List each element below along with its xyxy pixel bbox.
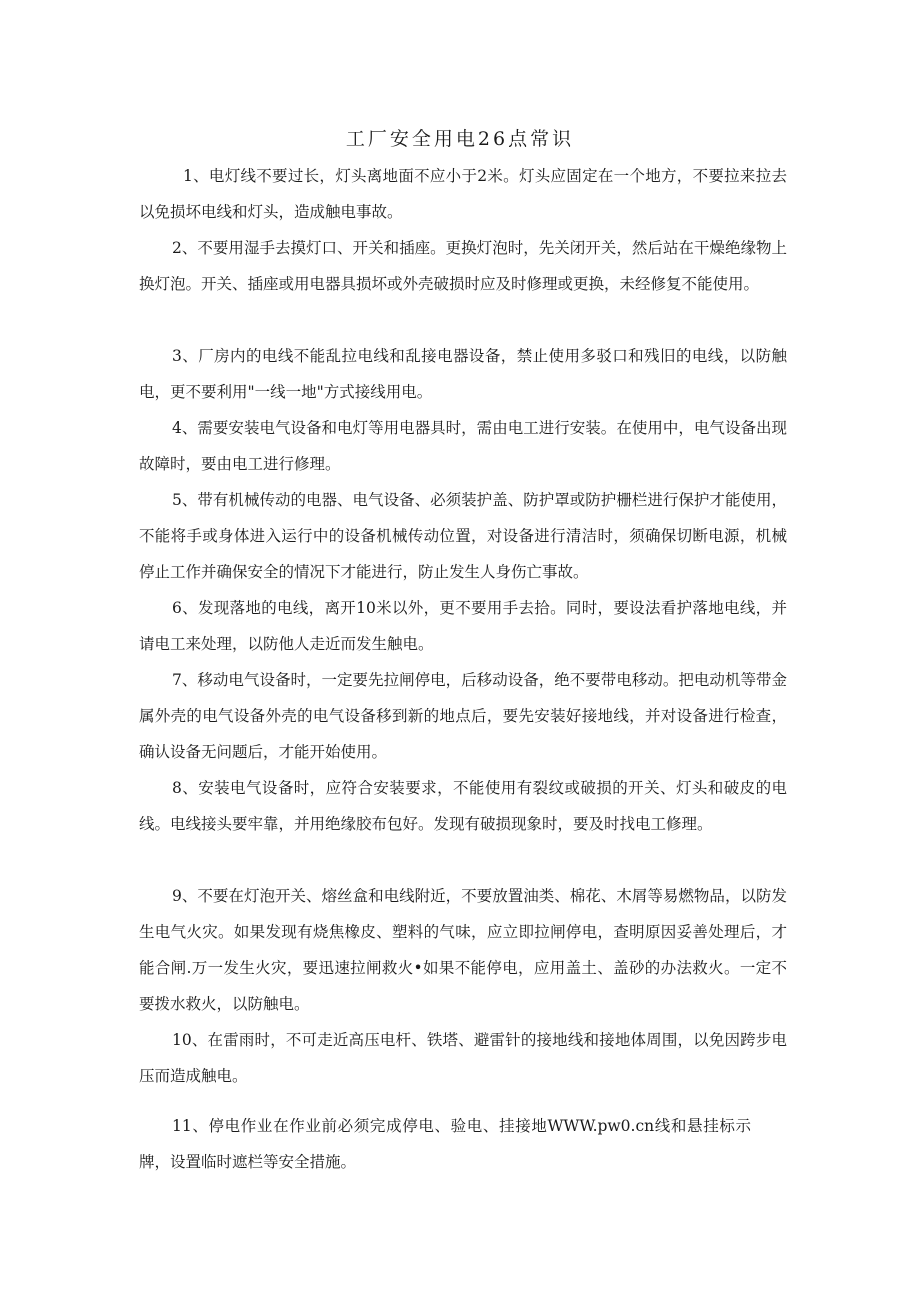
paragraph-1: 1、电灯线不要过长，灯头离地面不应小于2米。灯头应固定在一个地方，不要拉来拉去以免损坏电线和灯头，造成触电事故。 [139, 167, 787, 221]
document-title: 工厂安全用电26点常识 [345, 128, 575, 150]
paragraph-9: 9、不要在灯泡开关、熔丝盒和电线附近，不要放置油类、棉花、木屑等易燃物品，以防发生电气火灾。如果发现有烧焦橡皮、塑料的气味，应立即拉闸停电，查明原因妥善处理后，才能合闸.万一发生火灾，要迅速拉闸救火•如果不能停电，应用盖土、盖砂的办法救火。一定不要拨水救火，以防触电。 [139, 887, 787, 1013]
paragraph-8: 8、安装电气设备时，应符合安装要求，不能使用有裂纹或破损的开关、灯头和破皮的电线。电线接头要牢靠，并用绝缘胶布包好。发现有破损现象时，要及时找电工修理。 [139, 779, 787, 833]
paragraph-2: 2、不要用湿手去摸灯口、开关和插座。更换灯泡时，先关闭开关，然后站在干燥绝缘物上换灯泡。开关、插座或用电器具损坏或外壳破损时应及时修理或更换，未经修复不能使用。 [139, 239, 787, 293]
paragraph-3: 3、厂房内的电线不能乱拉电线和乱接电器设备，禁止使用多驳口和残旧的电线，以防触电，更不要利用"一线一地"方式接线用电。 [139, 347, 787, 401]
paragraph-11: 11、停电作业在作业前必须完成停电、验电、挂接地WWW.pw0.cn线和悬挂标示牌，设置临时遮栏等安全措施。 [139, 1117, 751, 1171]
paragraph-5: 5、带有机械传动的电器、电气设备、必须装护盖、防护罩或防护栅栏进行保护才能使用，不能将手或身体进入运行中的设备机械传动位置，对设备进行清洁时，须确保切断电源，机械停止工作并确保安全的情况下才能进行，防止发生人身伤亡事故。 [139, 491, 787, 581]
paragraph-4: 4、需要安装电气设备和电灯等用电器具时，需由电工进行安装。在使用中，电气设备出现故障时，要由电工进行修理。 [139, 419, 787, 473]
paragraph-6: 6、发现落地的电线，离开10米以外，更不要用手去拾。同时，要设法看护落地电线，并请电工来处理，以防他人走近而发生触电。 [139, 599, 787, 653]
paragraph-10: 10、在雷雨时，不可走近高压电杆、铁塔、避雷针的接地线和接地体周围，以免因跨步电压而造成触电。 [139, 1031, 787, 1085]
paragraph-7: 7、移动电气设备时，一定要先拉闸停电，后移动设备，绝不要带电移动。把电动机等带金属外壳的电气设备外壳的电气设备移到新的地点后，要先安装好接地线，并对设备进行检查，确认设备无问题后，才能开始使用。 [139, 671, 787, 761]
